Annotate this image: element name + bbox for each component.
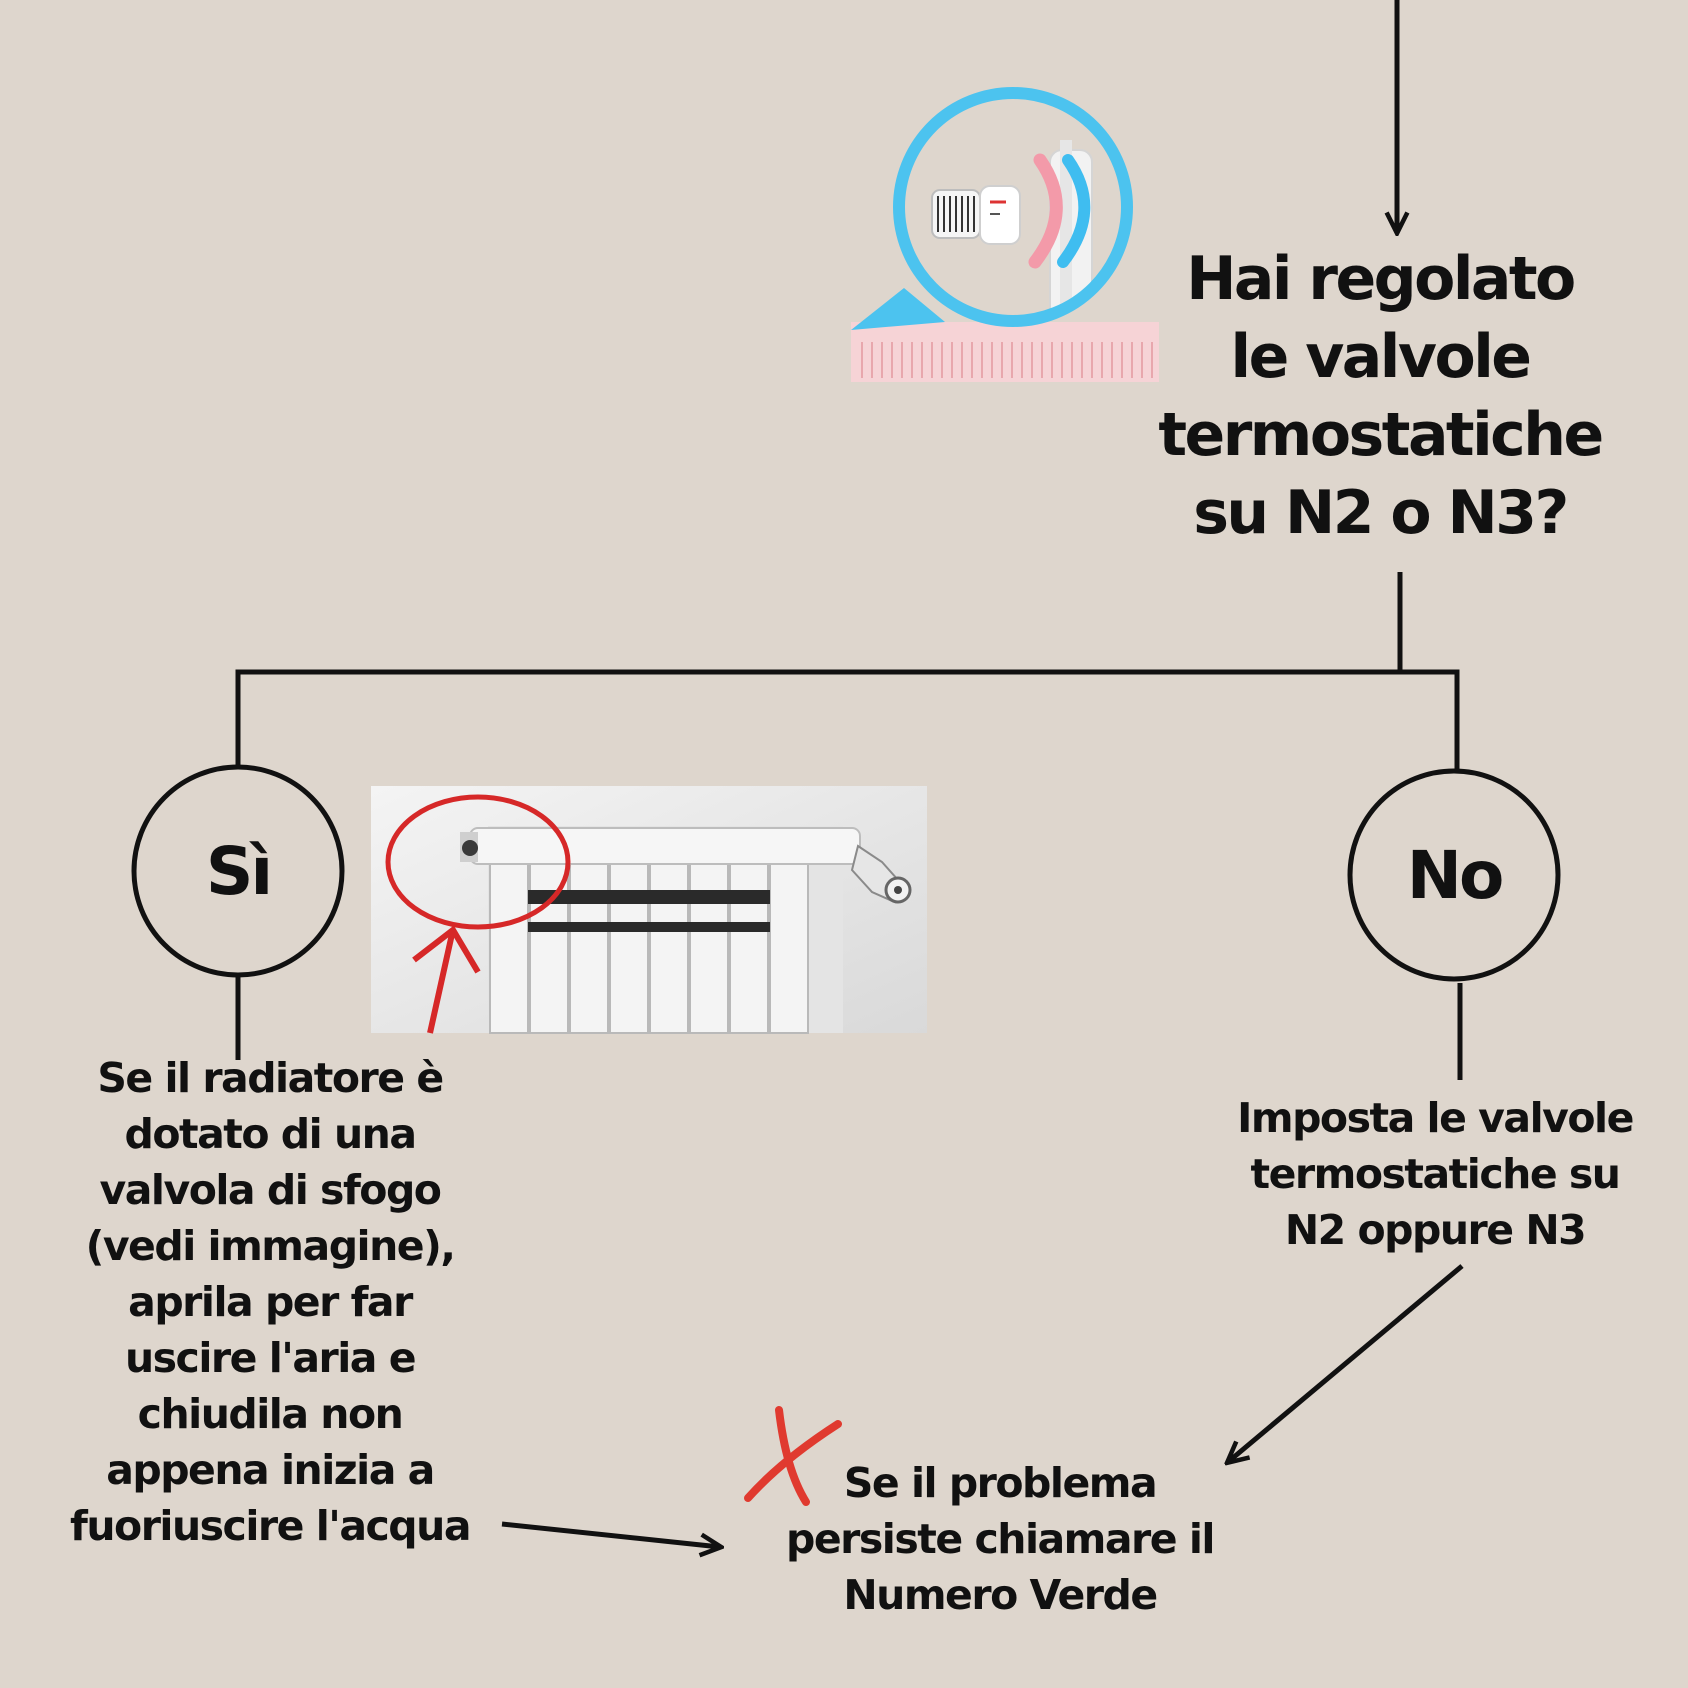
no-label: No (1406, 836, 1502, 914)
no-instruction-text: Imposta le valvole termostatiche su N2 oppure N3 (1237, 1094, 1633, 1254)
final-instruction-text: Se il problema persiste chiamare il Numero Verde (786, 1459, 1214, 1619)
branch-bar (238, 672, 1457, 770)
radiator-bleed-valve-photo (371, 786, 927, 1033)
yes-label: Sì (205, 832, 271, 910)
arrow-no-to-final (1228, 1266, 1462, 1462)
yes-instruction-text: Se il radiatore è dotato di una valvola di sfogo (vedi immagine), aprila per far uscire l'aria e chiudila non appena inizia a fuoriuscire l'acqua (70, 1054, 470, 1550)
thermostatic-valve-speech-bubble-icon (851, 93, 1159, 382)
arrow-yes-to-final (502, 1524, 720, 1547)
question-text: Hai regolato le valvole termostatiche su N2 o N3? (1158, 244, 1602, 548)
